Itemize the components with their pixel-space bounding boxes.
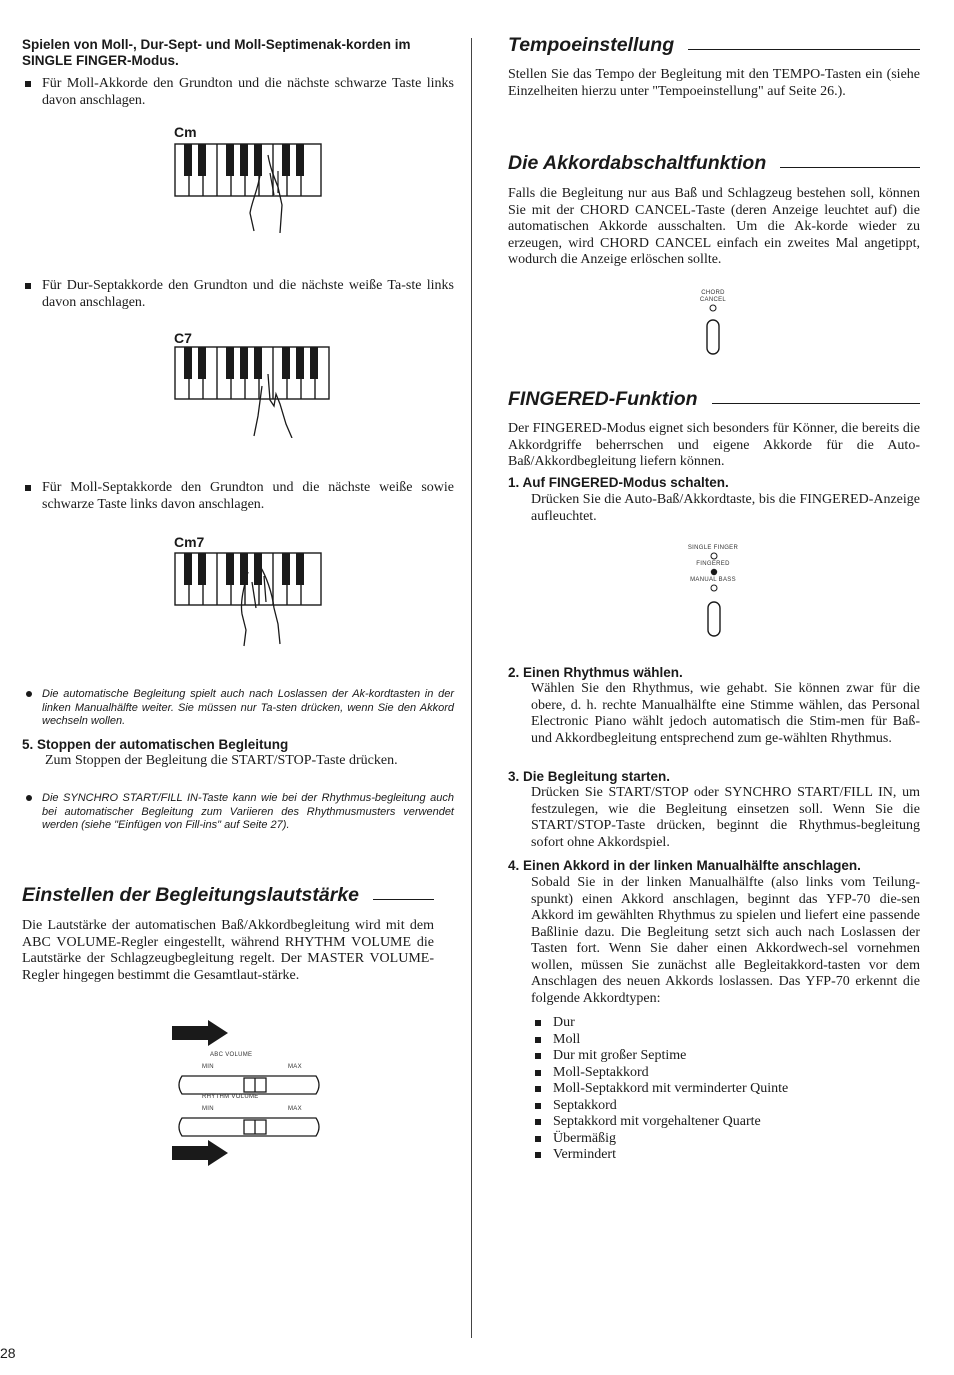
chord-types-list [531, 1015, 920, 1164]
rhythm-min-label: MIN [202, 1106, 214, 1112]
keyboard-c7-illustration [174, 346, 334, 438]
title-rule [688, 49, 920, 50]
title-rule [712, 403, 920, 404]
synchro-start-note: Die SYNCHRO START/FILL IN-Taste kann wie bei der Rhythmus-begleitung auch bei automatischer Begleitung zum Variieren des Rhythmusmusters verwendet werden (siehe "Einfügen von Fill-ins" auf Seite 27). [22, 792, 454, 833]
abc-max-label: MAX [288, 1064, 302, 1070]
chord-cancel-body: Falls die Begleitung nur aus Baß und Schlagzeug bestehen soll, können Sie mit der CHORD CANCEL-Taste (deren Anzeige leuchtet auf) die automatischen Akkorde ausschalten. Um die Ak-korde wieder zu erzeugen, wird CHORD CANCEL einfach ein zweites Mal angetippt, wodurch die Anzeige erlöschen sollte. [508, 186, 920, 267]
minor-chord-bullet: Für Moll-Akkorde den Grundton und die nächste schwarze Taste links davon anschlagen. [22, 76, 454, 109]
volume-body: Die Lautstärke der automatischen Baß/Akkordbegleitung wird mit dem ABC VOLUME-Regler eingestellt, während RHYTHM VOLUME die Lautstärke der Schlagzeugbegleitung regelt. Der MASTER VOLUME-Regler hingegen bestimmt die Gesamtlaut-stärke. [22, 918, 434, 983]
arrow-right-icon [172, 1140, 232, 1166]
title-rule [373, 899, 434, 900]
single-finger-heading: Spielen von Moll-, Dur-Sept- und Moll-Septimenak-korden im SINGLE FINGER-Modus. [22, 37, 411, 68]
list-item: Dur [531, 1015, 920, 1032]
fingered-body: Der FINGERED-Modus eignet sich besonders für Könner, die bereits die Akkordgriffe beherrschen und eigene Akkorde für die Auto-Baß/Akkordbegleitung liefern können. [508, 421, 920, 469]
keyboard-cm-illustration [174, 143, 324, 235]
rhythm-volume-slider[interactable] [174, 1116, 324, 1138]
step2-body: Wählen Sie den Rhythmus, wie gehabt. Sie können zwar für die obere, d. h. rechte Manualhälfte eine Stimme wählen, das Personal Electronic Piano wählt jedoch automatisch die Stim-men für Baß- und Akkordbegleitung entsprechend zum ge-wählten Rhythmus. [531, 681, 920, 746]
volume-section-title [22, 884, 434, 907]
step5-heading: 5. Stoppen der automatischen Begleitung [22, 737, 289, 752]
column-divider [471, 38, 472, 1338]
step3-body: Drücken Sie START/STOP oder SYNCHRO START/FILL IN, um festzulegen, wie die Begleitung einsetzen soll. Wenn Sie die START/STOP-Taste drücken, beginnt die Rhythmus-begleitung sofort ohne Akkordspiel. [531, 785, 920, 850]
chord-label-cm7: Cm7 [174, 534, 205, 550]
list-item: Übermäßig [531, 1131, 920, 1148]
list-item: Dur mit großer Septime [531, 1048, 920, 1065]
list-item: Moll-Septakkord mit verminderter Quinte [531, 1081, 920, 1098]
title-rule [780, 167, 920, 168]
step4-heading: 4. Einen Akkord in der linken Manualhälfte anschlagen. [508, 858, 861, 873]
list-item: Moll-Septakkord [531, 1065, 920, 1082]
tempo-body: Stellen Sie das Tempo der Begleitung mit den TEMPO-Tasten ein (siehe Einzelheiten hierzu unter "Tempoeinstellung" auf Seite 26.). [508, 67, 920, 99]
chord-label-cm: Cm [174, 124, 197, 140]
auto-bass-chord-button[interactable] [704, 552, 724, 642]
step2-heading: 2. Einen Rhythmus wählen. [508, 665, 683, 680]
chord-cancel-button[interactable] [702, 304, 724, 358]
step4-body: Sobald Sie in der linken Manualhälfte (also links vom Teilung-spunkt) einen Akkord anschlagen, beginnt das YFP-70 die-sen Akkord im gewählten Rhythmus zu spielen und liefert eine passende Baßlinie dazu. Die Begleitung setzt sich auch nach Loslassen der Tasten fort. Wenn Sie daher einen Akkordwech-sel vornehmen wollen, müssen Sie zunächst alle Begleitakkord-tasten vor dem Anschlagen des neuen Akkords loslassen. Das YFP-70 erkennt die folgende Akkordtypen: [531, 875, 920, 1006]
chord-cancel-section-title [508, 152, 920, 175]
chord-cancel-label-line2: CANCEL [699, 297, 727, 303]
volume-title-text: Einstellen der Begleitungslautstärke [22, 884, 360, 906]
step5-body: Zum Stoppen der Begleitung die START/STOP-Taste drücken. [45, 753, 398, 768]
list-item: Moll [531, 1032, 920, 1049]
rhythm-volume-label: RHYTHM VOLUME [202, 1094, 259, 1100]
rhythm-max-label: MAX [288, 1106, 302, 1112]
page-number: 28 [0, 1345, 16, 1361]
fingered-section-title [508, 388, 920, 411]
auto-accompaniment-note: Die automatische Begleitung spielt auch nach Loslassen der Ak-kordtasten in der linken Manualhälfte weiter. Sie müssen nur Ta-sten drücken, wenn Sie den Akkord wechseln wollen. [22, 688, 454, 729]
mode-fingered-label: FINGERED [696, 561, 730, 567]
arrow-right-icon [172, 1020, 232, 1046]
tempo-title-text: Tempoeinstellung [508, 34, 675, 56]
keyboard-cm7-illustration [174, 552, 324, 648]
list-item: Septakkord [531, 1098, 920, 1115]
minor-seventh-bullet: Für Moll-Septakkorde den Grundton und die nächste weiße sowie schwarze Taste links davon anschlagen. [22, 480, 454, 513]
chord-cancel-label-line1: CHORD [701, 290, 725, 296]
list-item: Vermindert [531, 1147, 920, 1164]
abc-min-label: MIN [202, 1064, 214, 1070]
mode-single-finger-label: SINGLE FINGER [687, 545, 739, 551]
fingered-title-text: FINGERED-Funktion [508, 388, 698, 410]
abc-volume-slider[interactable] [174, 1074, 324, 1096]
tempo-section-title [508, 34, 920, 57]
step3-heading: 3. Die Begleitung starten. [508, 769, 671, 784]
chord-cancel-title-text: Die Akkordabschaltfunktion [508, 152, 767, 174]
mode-manual-bass-label: MANUAL BASS [690, 577, 736, 583]
step1-heading: 1. Auf FINGERED-Modus schalten. [508, 475, 729, 490]
dominant-seventh-bullet: Für Dur-Septakkorde den Grundton und die nächste weiße Ta-ste links davon anschlagen. [22, 278, 454, 311]
step1-body: Drücken Sie die Auto-Baß/Akkordtaste, bis die FINGERED-Anzeige aufleuchtet. [531, 492, 920, 524]
abc-volume-label: ABC VOLUME [210, 1052, 253, 1058]
list-item: Septakkord mit vorgehaltener Quarte [531, 1114, 920, 1131]
chord-label-c7: C7 [174, 330, 192, 346]
